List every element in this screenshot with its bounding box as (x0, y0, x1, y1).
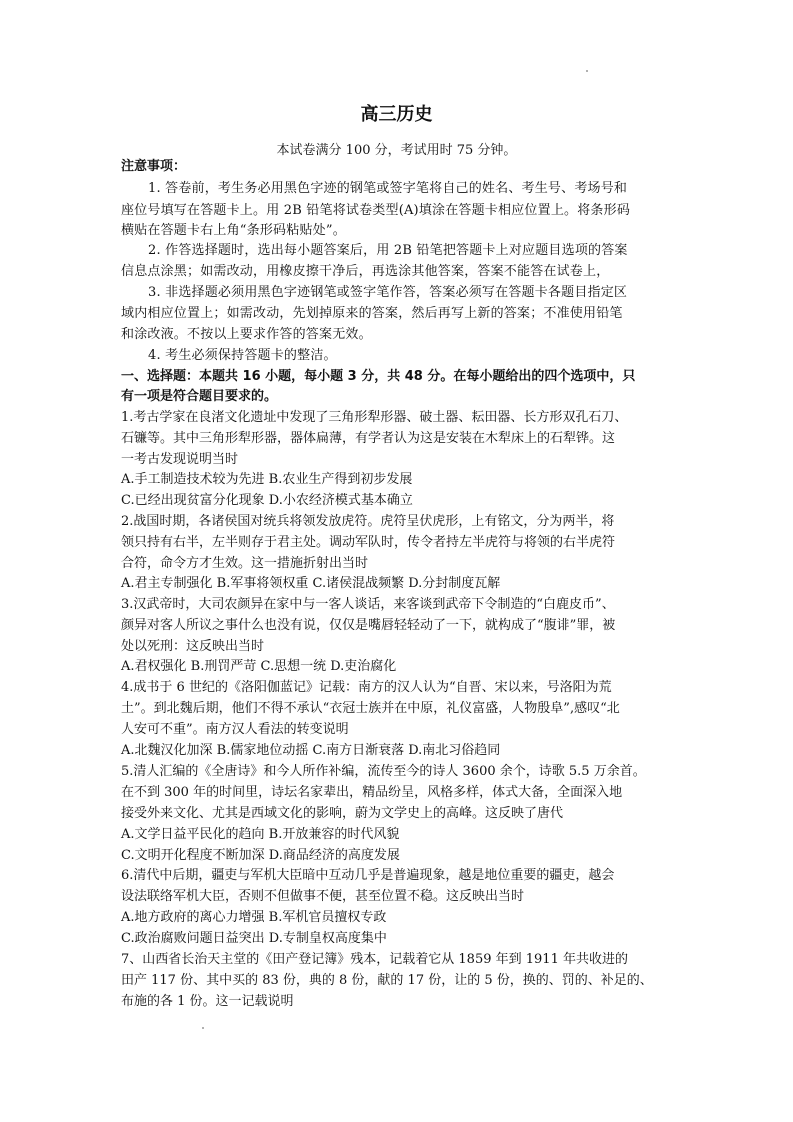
question-5-options: C.文明开化程度不断加深 D.商品经济的高度发展 (121, 848, 400, 863)
scan-speck (202, 1027, 204, 1029)
question-6-stem: 6.清代中后期，疆吏与军机大臣暗中互动几乎是普遍现象，越是地位重要的疆吏，越会 (121, 868, 615, 883)
question-2-stem: 领只持有右半，左半则存于君主处。调动军队时，传令者持左半虎符与将领的右半虎符 (121, 535, 616, 550)
notes-heading: 注意事项： (121, 159, 187, 174)
section-heading: 一、选择题：本题共 16 小题，每小题 3 分，共 48 分。在每小题给出的四个选项中，只 (121, 369, 636, 384)
question-1-options: A.手工制造技术较为先进 B.农业生产得到初步发展 (121, 472, 413, 487)
question-6-options: C.政治腐败问题日益突出 D.专制皇权高度集中 (121, 931, 387, 946)
notes-line: 4. 考生必须保持答题卡的整洁。 (148, 348, 337, 363)
question-2-stem: 2.战国时期，各诸侯国对统兵将领发放虎符。虎符呈伏虎形，上有铭文，分为两半，将 (121, 514, 615, 529)
exam-info: 本试卷满分 100 分，考试用时 75 分钟。 (276, 143, 517, 158)
notes-line: 1. 答卷前，考生务必用黑色字迹的钢笔或签字笔将自己的姓名、考生号、考场号和 (148, 181, 628, 196)
question-3-options: A.君权强化 B.刑罚严苛 C.思想一统 D.吏治腐化 (121, 659, 397, 674)
question-5-stem: 在不到 300 年的时间里，诗坛名家辈出，精品纷呈，风格多样，体式大备，全面深入地 (121, 785, 623, 800)
section-heading: 有一项是符合题目要求的。 (121, 389, 278, 404)
question-3-stem: 处以死刑：这反映出当时 (121, 639, 265, 654)
notes-line: 横贴在答题卡右上角“条形码粘贴处”。 (121, 223, 346, 238)
question-7-stem: 田产 117 份、其中买的 83 份，典的 8 份，献的 17 份，让的 5 份，换的、罚的、补足的、 (121, 973, 653, 988)
question-6-options: A.地方政府的离心力增强 B.军机官员擅权专政 (121, 910, 387, 925)
question-2-options: A.君主专制强化 B.军事将领权重 C.诸侯混战频繁 D.分封制度瓦解 (121, 576, 501, 591)
question-4-stem: 4.成书于 6 世纪的《洛阳伽蓝记》记载：南方的汉人认为“自晋、宋以来，号洛阳为荒 (121, 680, 612, 695)
question-1-stem: 一考古发现说明当时 (121, 452, 239, 467)
scan-speck (586, 70, 588, 72)
question-7-stem: 7、山西省长治天主堂的《田产登记簿》残本，记载着它从 1859 年到 1911 年共收进的 (121, 952, 628, 967)
notes-line: 信息点涂黑；如需改动，用橡皮擦干净后，再选涂其他答案，答案不能答在试卷上， (121, 264, 610, 279)
question-3-stem: 3.汉武帝时，大司农颜异在家中与一客人谈话，来客谈到武帝下令制造的“白鹿皮币”、 (121, 597, 615, 612)
notes-line: 2. 作答选择题时，选出每小题答案后，用 2B 铅笔把答题卡上对应题目选项的答案 (148, 243, 628, 258)
notes-line: 和涂改液。不按以上要求作答的答案无效。 (121, 327, 372, 342)
page-title: 高三历史 (360, 104, 433, 125)
question-4-stem: 人安可不重”。南方汉人看法的转变说明 (121, 722, 349, 737)
question-5-stem: 5.清人汇编的《全唐诗》和今人所作补编，流传至今的诗人 3600 余个，诗歌 5.5 万余首。 (121, 764, 646, 779)
question-1-stem: 1.考古学家在良渚文化遗址中发现了三角形犁形器、破土器、耘田器、长方形双孔石刀、 (121, 410, 628, 425)
question-5-options: A.文学日益平民化的趋向 B.开放兼容的时代风貌 (121, 827, 400, 842)
question-3-stem: 颜异对客人所议之事什么也没有说，仅仅是嘴唇轻轻动了一下，就构成了“腹诽”罪，被 (121, 618, 616, 633)
notes-line: 座位号填写在答题卡上。用 2B 铅笔将试卷类型(A)填涂在答题卡相应位置上。将条形码 (121, 203, 631, 218)
question-1-options: C.已经出现贫富分化现象 D.小农经济模式基本确立 (121, 493, 413, 508)
question-5-stem: 接受外来文化、尤其是西域文化的影响，蔚为文学史上的高峰。这反映了唐代 (121, 806, 564, 821)
notes-line: 域内相应位置上；如需改动，先划掉原来的答案，然后再写上新的答案；不准使用铅笔 (121, 306, 623, 321)
question-6-stem: 设法联络军机大臣，否则不但做事不便，甚至位置不稳。这反映出当时 (121, 889, 525, 904)
question-4-stem: 土”。到北魏后期，他们不得不承认“衣冠士族并在中原，礼仪富盛，人物殷阜”,感叹“北 (121, 701, 620, 716)
question-1-stem: 石镰等。其中三角形犁形器，器体扁薄，有学者认为这是安装在木犁床上的石犁铧。这 (121, 431, 616, 446)
question-7-stem: 布施的各 1 份。这一记载说明 (121, 994, 294, 1009)
question-2-stem: 合符，命令方才生效。这一措施折射出当时 (121, 556, 369, 571)
notes-line: 3. 非选择题必须用黑色字迹钢笔或签字笔作答，答案必须写在答题卡各题目指定区 (148, 285, 628, 300)
question-4-options: A.北魏汉化加深 B.儒家地位动摇 C.南方日渐衰落 D.南北习俗趋同 (121, 743, 501, 758)
